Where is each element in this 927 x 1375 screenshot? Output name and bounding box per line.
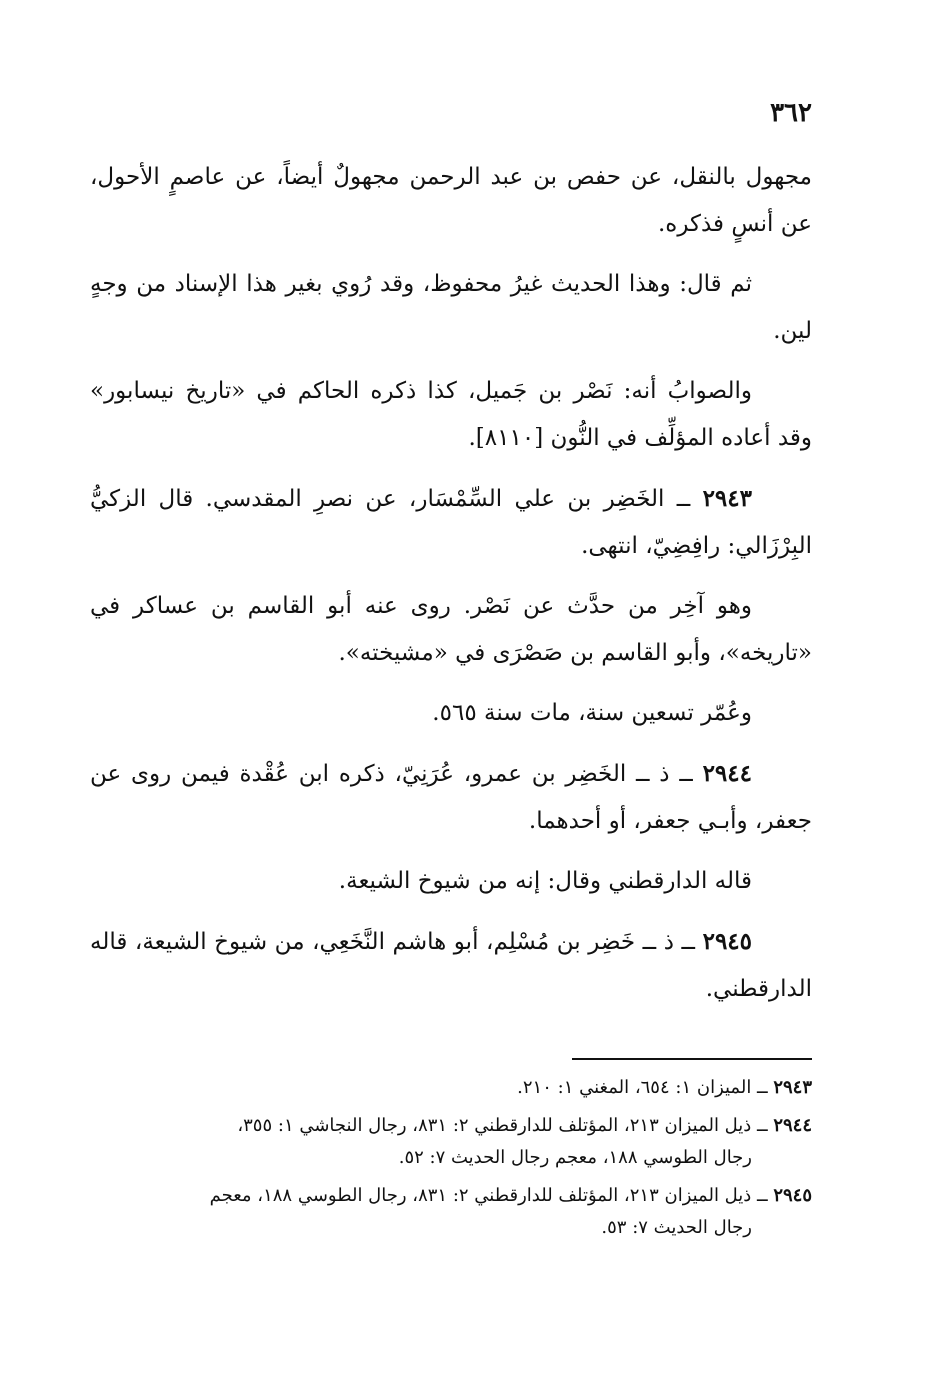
paragraph-2-text: ثم قال: وهذا الحديث غيرُ محفوظ، وقد رُوي بغير هذا الإسناد من وجهٍ لين. xyxy=(90,271,812,344)
entry-2944 xyxy=(90,750,812,845)
paragraph-8-text: قاله الدارقطني وقال: إنه من شيوخ الشيعة. xyxy=(338,868,752,894)
footnote-2943-number: ٢٩٤٣ xyxy=(773,1077,812,1098)
footnote-2943-text: ــ الميزان ١: ٦٥٤، المغني ١: ٢١٠. xyxy=(517,1077,768,1098)
paragraph-1-text: مجهول بالنقل، عن حفص بن عبد الرحمن مجهولٌ أيضاً، عن عاصمٍ الأحول، عن أنسٍ فذكره. xyxy=(90,164,812,237)
entry-2943 xyxy=(90,475,812,570)
paragraph-6-text: وعُمّر تسعين سنة، مات سنة ٥٦٥. xyxy=(432,700,752,726)
entry-2943-number: ٢٩٤٣ xyxy=(702,485,752,512)
entry-2945 xyxy=(90,918,812,1013)
paragraph-6 xyxy=(90,690,812,737)
footnote-2944 xyxy=(90,1110,812,1174)
footnote-2944-continuation: رجال الطوسي ١٨٨، معجم رجال الحديث ٧: ٥٢. xyxy=(398,1147,752,1168)
footnote-divider xyxy=(572,1058,812,1060)
footnote-2943 xyxy=(90,1072,812,1104)
paragraph-5 xyxy=(90,583,812,677)
footnote-2944-number: ٢٩٤٤ xyxy=(773,1115,812,1136)
entry-2945-number: ٢٩٤٥ xyxy=(702,928,753,955)
paragraph-8 xyxy=(90,858,812,905)
footnote-2945-text: ــ ذيل الميزان ٢١٣، المؤتلف للدارقطني ٢: ٨٣١، رجال الطوسي ١٨٨، معجم xyxy=(209,1185,768,1206)
main-text xyxy=(90,154,812,1026)
footnote-2945 xyxy=(90,1180,812,1244)
footnote-2945-continuation: رجال الحديث ٧: ٥٣. xyxy=(601,1217,752,1238)
entry-2944-text: ــ ذ ــ الخَضِر بن عمرو، عُرَنِيّ، ذكره ابن عُقْدة فيمن روى عن جعفر، وأبـي جعفر، أو أحدهما. xyxy=(90,761,812,834)
footnotes xyxy=(90,1072,812,1250)
entry-2945-text: ــ ذ ــ خَضِر بن مُسْلِم، أبو هاشم النَّخَعِي، من شيوخ الشيعة، قاله الدارقطني. xyxy=(90,929,812,1002)
paragraph-1 xyxy=(90,154,812,248)
page-number: ٣٦٢ xyxy=(770,98,812,128)
paragraph-5-text: وهو آخِر من حدَّث عن نَصْر. روى عنه أبو القاسم بن عساكر في «تاريخه»، وأبو القاسم بن صَصْرَى في «مشيخته». xyxy=(90,593,812,666)
footnote-2944-text: ــ ذيل الميزان ٢١٣، المؤتلف للدارقطني ٢: ٨٣١، رجال النجاشي ١: ٣٥٥، xyxy=(237,1115,768,1136)
footnote-2945-number: ٢٩٤٥ xyxy=(773,1185,812,1206)
paragraph-2 xyxy=(90,261,812,355)
paragraph-3-text: والصوابُ أنه: نَصْر بن جَميل، كذا ذكره الحاكم في «تاريخ نيسابور» وقد أعاده المؤلِّف في النُّون [٨١١٠]. xyxy=(90,378,812,451)
entry-2944-number: ٢٩٤٤ xyxy=(702,760,752,787)
entry-2943-text: ــ الخَضِر بن علي السِّمْسَار، عن نصرِ المقدسي. قال الزكيُّ البِرْزَالي: رافِضِيّ، انتهى. xyxy=(90,486,812,559)
paragraph-3 xyxy=(90,368,812,462)
